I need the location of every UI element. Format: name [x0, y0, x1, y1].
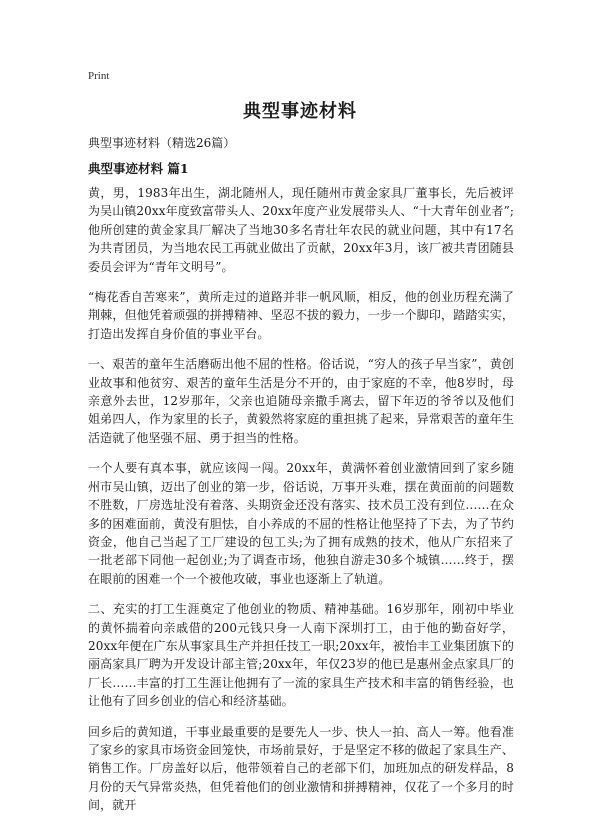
document-title: 典型事迹材料 [243, 101, 357, 122]
paragraph-2: “梅花香自苦寒来”，黄所走过的道路并非一帆风顺，相反，他的创业历程充满了荆棘，但他凭着顽强的拼搏精神、坚忍不拔的毅力，一步一个脚印，踏踏实实，打造出发挥自身价值的事业平台。 [88, 290, 514, 341]
document-subtitle: 典型事迹材料（精选26篇） [88, 136, 236, 150]
paragraph-3: 一、艰苦的童年生活磨砺出他不屈的性格。俗话说，“穷人的孩子早当家”，黄创业故事和他贫穷、艰苦的童年生活是分不开的，由于家庭的不幸，他8岁时，母亲意外去世，12岁那年，父亲也追随母亲撒手离去，留下年迈的爷爷以及他们姐弟四人，作为家里的长子，黄毅然将家庭的重担挑了起来，异常艰苦的童年生活造就了他坚强不屈、勇于担当的性格。 [88, 357, 514, 445]
paragraph-4: 一个人要有真本事，就应该闯一闯。20xx年，黄满怀着创业激情回到了家乡随州市吴山镇，迈出了创业的第一步，俗话说，万事开头难，摆在黄面前的问题数不胜数，厂房选址没有着落、头期资金还没有落实、技术员工没有到位……在众多的困难面前，黄没有胆怯，自小养成的不屈的性格让他坚持了下去，为了节约资金，他自己当起了工厂建设的包工头;为了拥有成熟的技术，他从广东招来了一批老部下同他一起创业;为了调查市场，他独自游走30多个城镇……终于，摆在眼前的困难一个一个被他攻破，事业也逐渐上了轨道。 [88, 461, 514, 586]
paragraph-6: 回乡后的黄知道，干事业最重要的是要先人一步、快人一拍、高人一筹。他看准了家乡的家具市场资金回笼快，市场前景好，于是坚定不移的做起了家具生产、销售工作。厂房盖好以后，他带领着自己的老部下们，加班加点的研发样品，8月份的天气异常炎热，但凭着他们的创业激情和拼搏精神，仅花了一个多月的时间，就开 [88, 724, 514, 813]
section-heading: 典型事迹材料 篇1 [88, 161, 189, 176]
print-label: Print [88, 70, 110, 82]
document-body [88, 184, 514, 827]
paragraph-5: 二、充实的打工生涯奠定了他创业的物质、精神基础。16岁那年，刚初中毕业的黄怀揣着向亲戚借的200元钱只身一人南下深圳打工，由于他的勤奋好学，20xx年便在广东从事家具生产并担任技工一职;20xx年，被怡丰工业集团旗下的丽高家具厂聘为开发设计部主管;20xx年，年仅23岁的他已是惠州金点家具厂的厂长……丰富的打工生涯让他拥有了一流的家具生产技术和丰富的销售经验，也让他有了回乡创业的信心和经济基础。 [88, 602, 514, 709]
paragraph-1: 黄，男，1983年出生，湖北随州人，现任随州市黄金家具厂董事长，先后被评为吴山镇20xx年度致富带头人、20xx年度产业发展带头人、“十大青年创业者”;他所创建的黄金家具厂解决了当地30多名青壮年农民的就业问题，其中有17名为共青团员，为当地农民工再就业做出了贡献，20xx年3月，该厂被共青团随县委员会评为“青年文明号”。 [88, 186, 514, 274]
